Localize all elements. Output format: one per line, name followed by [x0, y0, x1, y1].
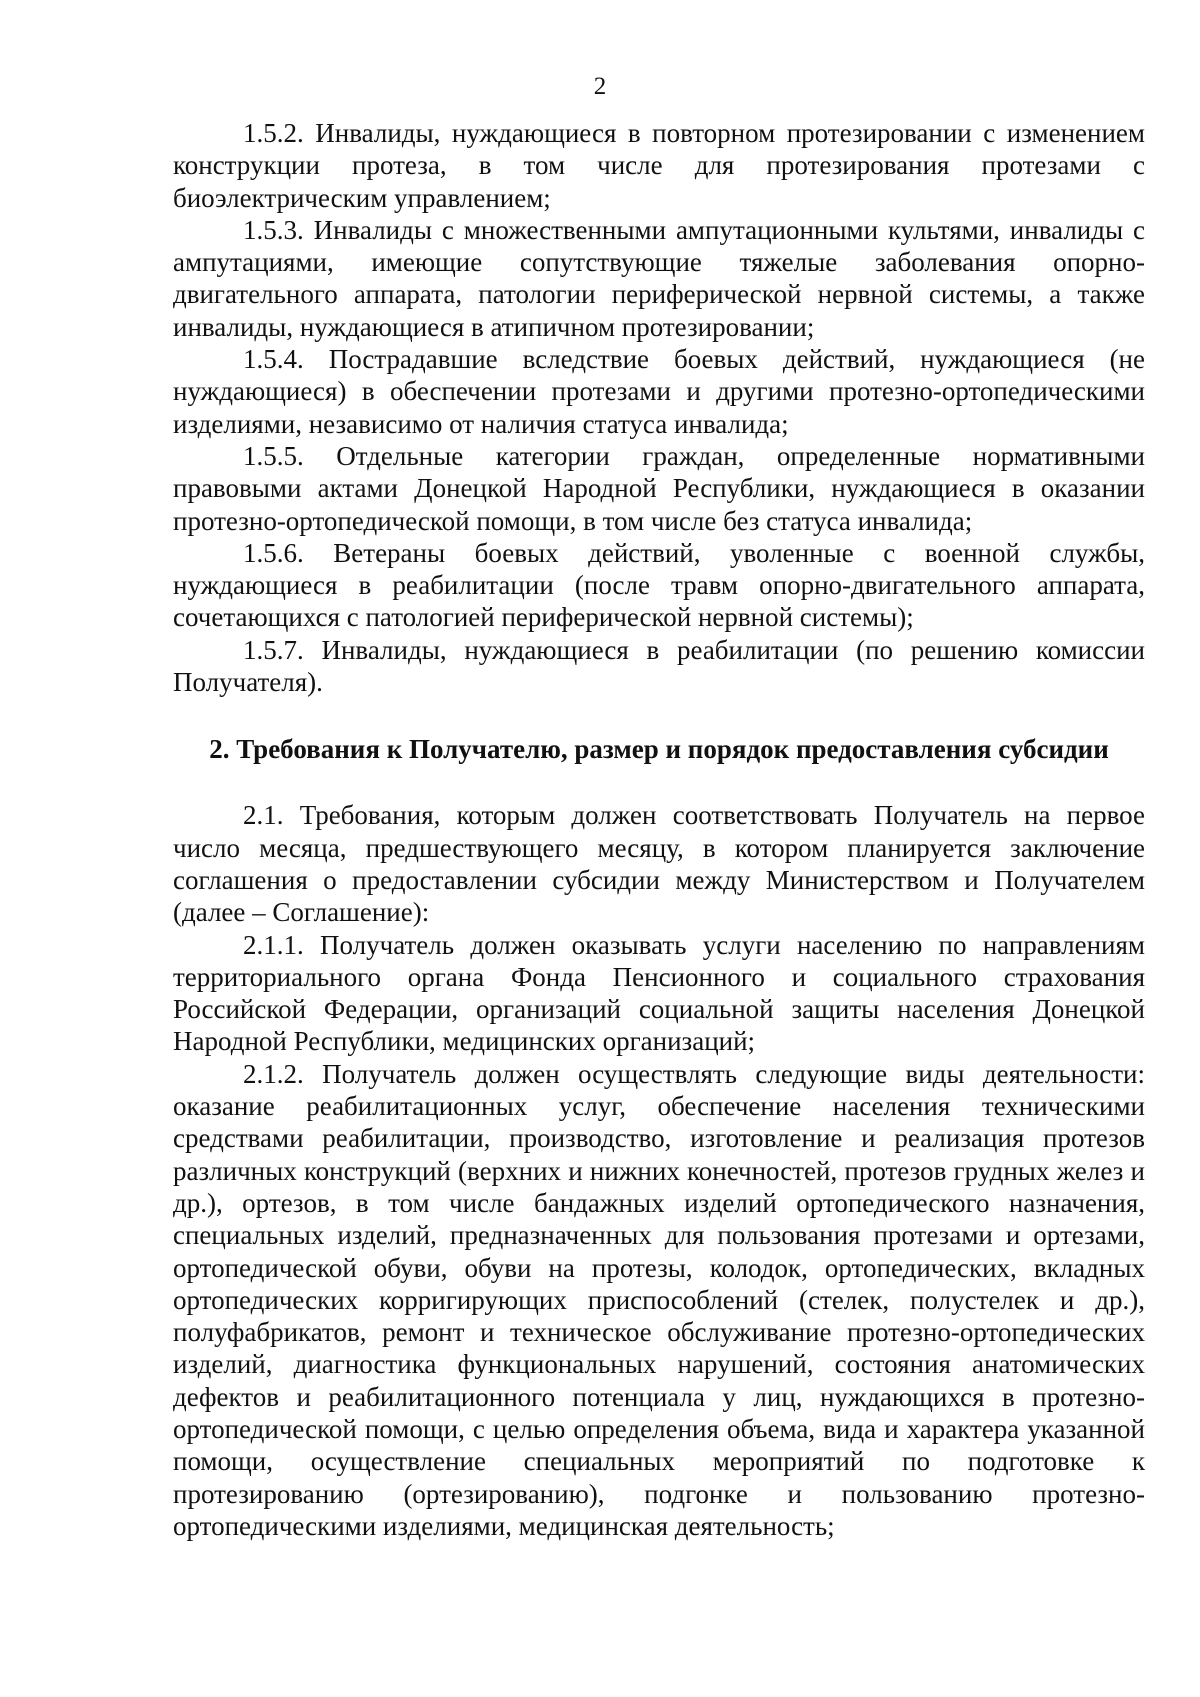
paragraph-2-1: 2.1. Требования, которым должен соответствовать Получатель на первое число месяца, предшествующего месяцу, в котором планируется заключение соглашения о предоставлении субсидии между Министерством и Получателем (далее – Соглашение): — [173, 800, 1145, 928]
paragraph-1-5-2: 1.5.2. Инвалиды, нуждающиеся в повторном протезировании с изменением конструкции протеза, в том числе для протезирования протезами с биоэлектрическим управлением; — [173, 118, 1145, 213]
paragraph-1-5-3: 1.5.3. Инвалиды с множественными ампутационными культями, инвалиды с ампутациями, имеющие сопутствующие тяжелые заболевания опорно-двигательного аппарата, патологии периферической нервной системы, а также инвалиды, нуждающиеся в атипичном протезировании; — [173, 214, 1145, 342]
document-body — [173, 117, 1145, 1542]
section-heading: 2. Требования к Получателю, размер и порядок предоставления субсидии — [209, 734, 1109, 765]
paragraph-2-1-1: 2.1.1. Получатель должен оказывать услуги населению по направлениям территориального органа Фонда Пенсионного и социального страхования Российской Федерации, организаций социальной защиты населения Донецкой Народной Республики, медицинских организаций; — [173, 929, 1145, 1057]
paragraph-1-5-6: 1.5.6. Ветераны боевых действий, уволенные с военной службы, нуждающиеся в реабилитации (после травм опорно-двигательного аппарата, сочетающихся с патологией периферической нервной системы); — [173, 537, 1145, 633]
paragraph-2-1-2: 2.1.2. Получатель должен осуществлять следующие виды деятельности: оказание реабилитационных услуг, обеспечение населения техническими средствами реабилитации, производство, изготовление и реализация протезов различных конструкций (верхних и нижних конечностей, протезов грудных желез и др.), ортезов, в том числе бандажных изделий ортопедического назначения, специальных изделий, предназначенных для пользования протезами и ортезами, ортопедической обуви, обуви на протезы, колодок, ортопедических, вкладных ортопедических корригирующих приспособлений (стелек, полустелек и др.), полуфабрикатов, ремонт и техническое обслуживание протезно-ортопедических изделий, диагностика функциональных нарушений, состояния анатомических дефектов и реабилитационного потенциала у лиц, нуждающихся в протезно-ортопедической помощи, с целью определения объема, вида и характера указанной помощи, осуществление специальных мероприятий по подготовке к протезированию (ортезированию), подгонке и пользованию протезно-ортопедическими изделиями, медицинская деятельность; — [173, 1058, 1145, 1541]
paragraph-1-5-4: 1.5.4. Пострадавшие вследствие боевых действий, нуждающиеся (не нуждающиеся) в обеспечении протезами и другими протезно-ортопедическими изделиями, независимо от наличия статуса инвалида; — [173, 344, 1145, 439]
paragraph-1-5-5: 1.5.5. Отдельные категории граждан, определенные нормативными правовыми актами Донецкой Народной Республики, нуждающиеся в оказании протезно-ортопедической помощи, в том числе без статуса инвалида; — [173, 440, 1145, 536]
paragraph-1-5-7: 1.5.7. Инвалиды, нуждающиеся в реабилитации (по решению комиссии Получателя). — [173, 634, 1145, 698]
page-number: 2 — [593, 73, 607, 100]
